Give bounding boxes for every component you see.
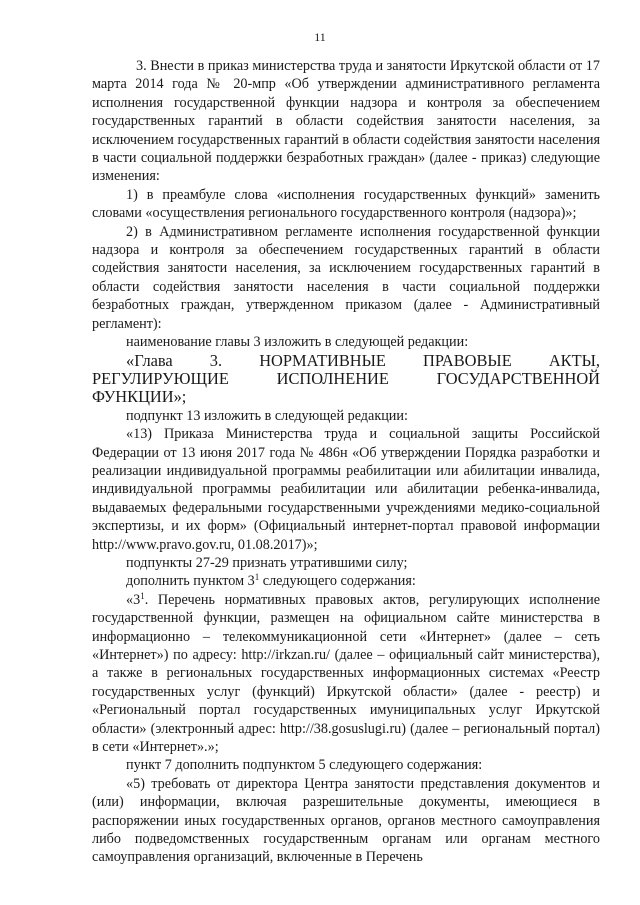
paragraph-subpoint-13-intro: подпункт 13 изложить в следующей редакции: (126, 407, 408, 424)
p9-after: следующего содержания: (259, 573, 416, 590)
paragraph-subpoint-5-text: «5) требовать от директора Центра занятости представления документов и (или) информации, включая разрешительные документы, имеющиеся в распоряжении иных государственных органов, органов местного самоуправления либо подведомственных государственным органам или органам местного самоуправления организаций, включенные в Перечень (92, 775, 600, 866)
page-number: 11 (314, 30, 326, 44)
paragraph-point-3-1-text (92, 591, 600, 757)
paragraph-item-3: 3. Внести в приказ министерства труда и занятости Иркутской области от 17 марта 2014 года № 20-мпр «Об утверждении административного регламента исполнения государственной функции надзора и контроля за обеспечением государственных гарантий в области содействия занятости населения, за исключением государственных гарантий в области содействия занятости населения в части социальной поддержки безработных граждан» (далее - приказ) следующие изменения: (92, 58, 600, 185)
paragraph-subitem-2: 2) в Административном регламенте исполнения государственной функции надзора и контроля за обеспечением государственных гарантий в области содействия занятости населения, за исключением государственных гарантий в области содействия занятости населения в части социальной поддержки безработных граждан, утвержденном приказом (далее - Административный регламент): (92, 223, 600, 332)
p10-before: «3 (126, 591, 141, 608)
document-body (92, 57, 600, 867)
superscript-1: 1 (254, 572, 260, 583)
p10-after: . Перечень нормативных правовых актов, регулирующих исполнение государственной функции, размещен на официальном сайте министерства в информационно – телекоммуникационной сети «Интернет» (далее – сеть «Интернет») по адресу: http://irkzan.ru/ (далее – официальный сайт министерства), а также в региональных государственных информационных системах «Реестр государственных услуг (функций) Иркутской области» (далее - реестр) и «Региональный портал государственных имуниципальных услуг Иркутской области» (электронный адрес: http://38.gosuslugi.ru) (далее – региональный портал) в сети «Интернет».»; (92, 591, 600, 756)
paragraph-chapter-rename: наименование главы 3 изложить в следующей редакции: (126, 334, 469, 351)
chapter-3-heading-quote: «Глава 3. НОРМАТИВНЫЕ ПРАВОВЫЕ АКТЫ, РЕГУЛИРУЮЩИЕ ИСПОЛНЕНИЕ ГОСУДАРСТВЕННОЙ ФУНКЦИИ»; (92, 350, 600, 407)
paragraph-subitem-1: 1) в преамбуле слова «исполнения государственных функций» заменить словами «осуществления регионального государственного контроля (надзора)»; (92, 186, 600, 222)
paragraph-subpoint-13-text: «13) Приказа Министерства труда и социальной защиты Российской Федерации от 13 июня 2017 года № 486н «Об утверждении Порядка разработки и реализации индивидуальной программы реабилитации или абилитации инвалида, индивидуальной программы реабилитации или абилитации ребенка-инвалида, выдаваемых федеральными государственными учреждениями медико-социальной экспертизы, и их форм» (Официальный интернет-портал правовой информации http://www.pravo.gov.ru, 01.08.2017)»; (92, 426, 600, 553)
paragraph-point-3-1-intro (92, 572, 600, 590)
p9-before: дополнить пунктом 3 (126, 573, 255, 590)
paragraph-subpoints-27-29: подпункты 27-29 признать утратившими силу; (126, 554, 408, 571)
superscript-1: 1 (140, 590, 145, 601)
paragraph-point-7-intro: пункт 7 дополнить подпунктом 5 следующего содержания: (126, 757, 483, 774)
